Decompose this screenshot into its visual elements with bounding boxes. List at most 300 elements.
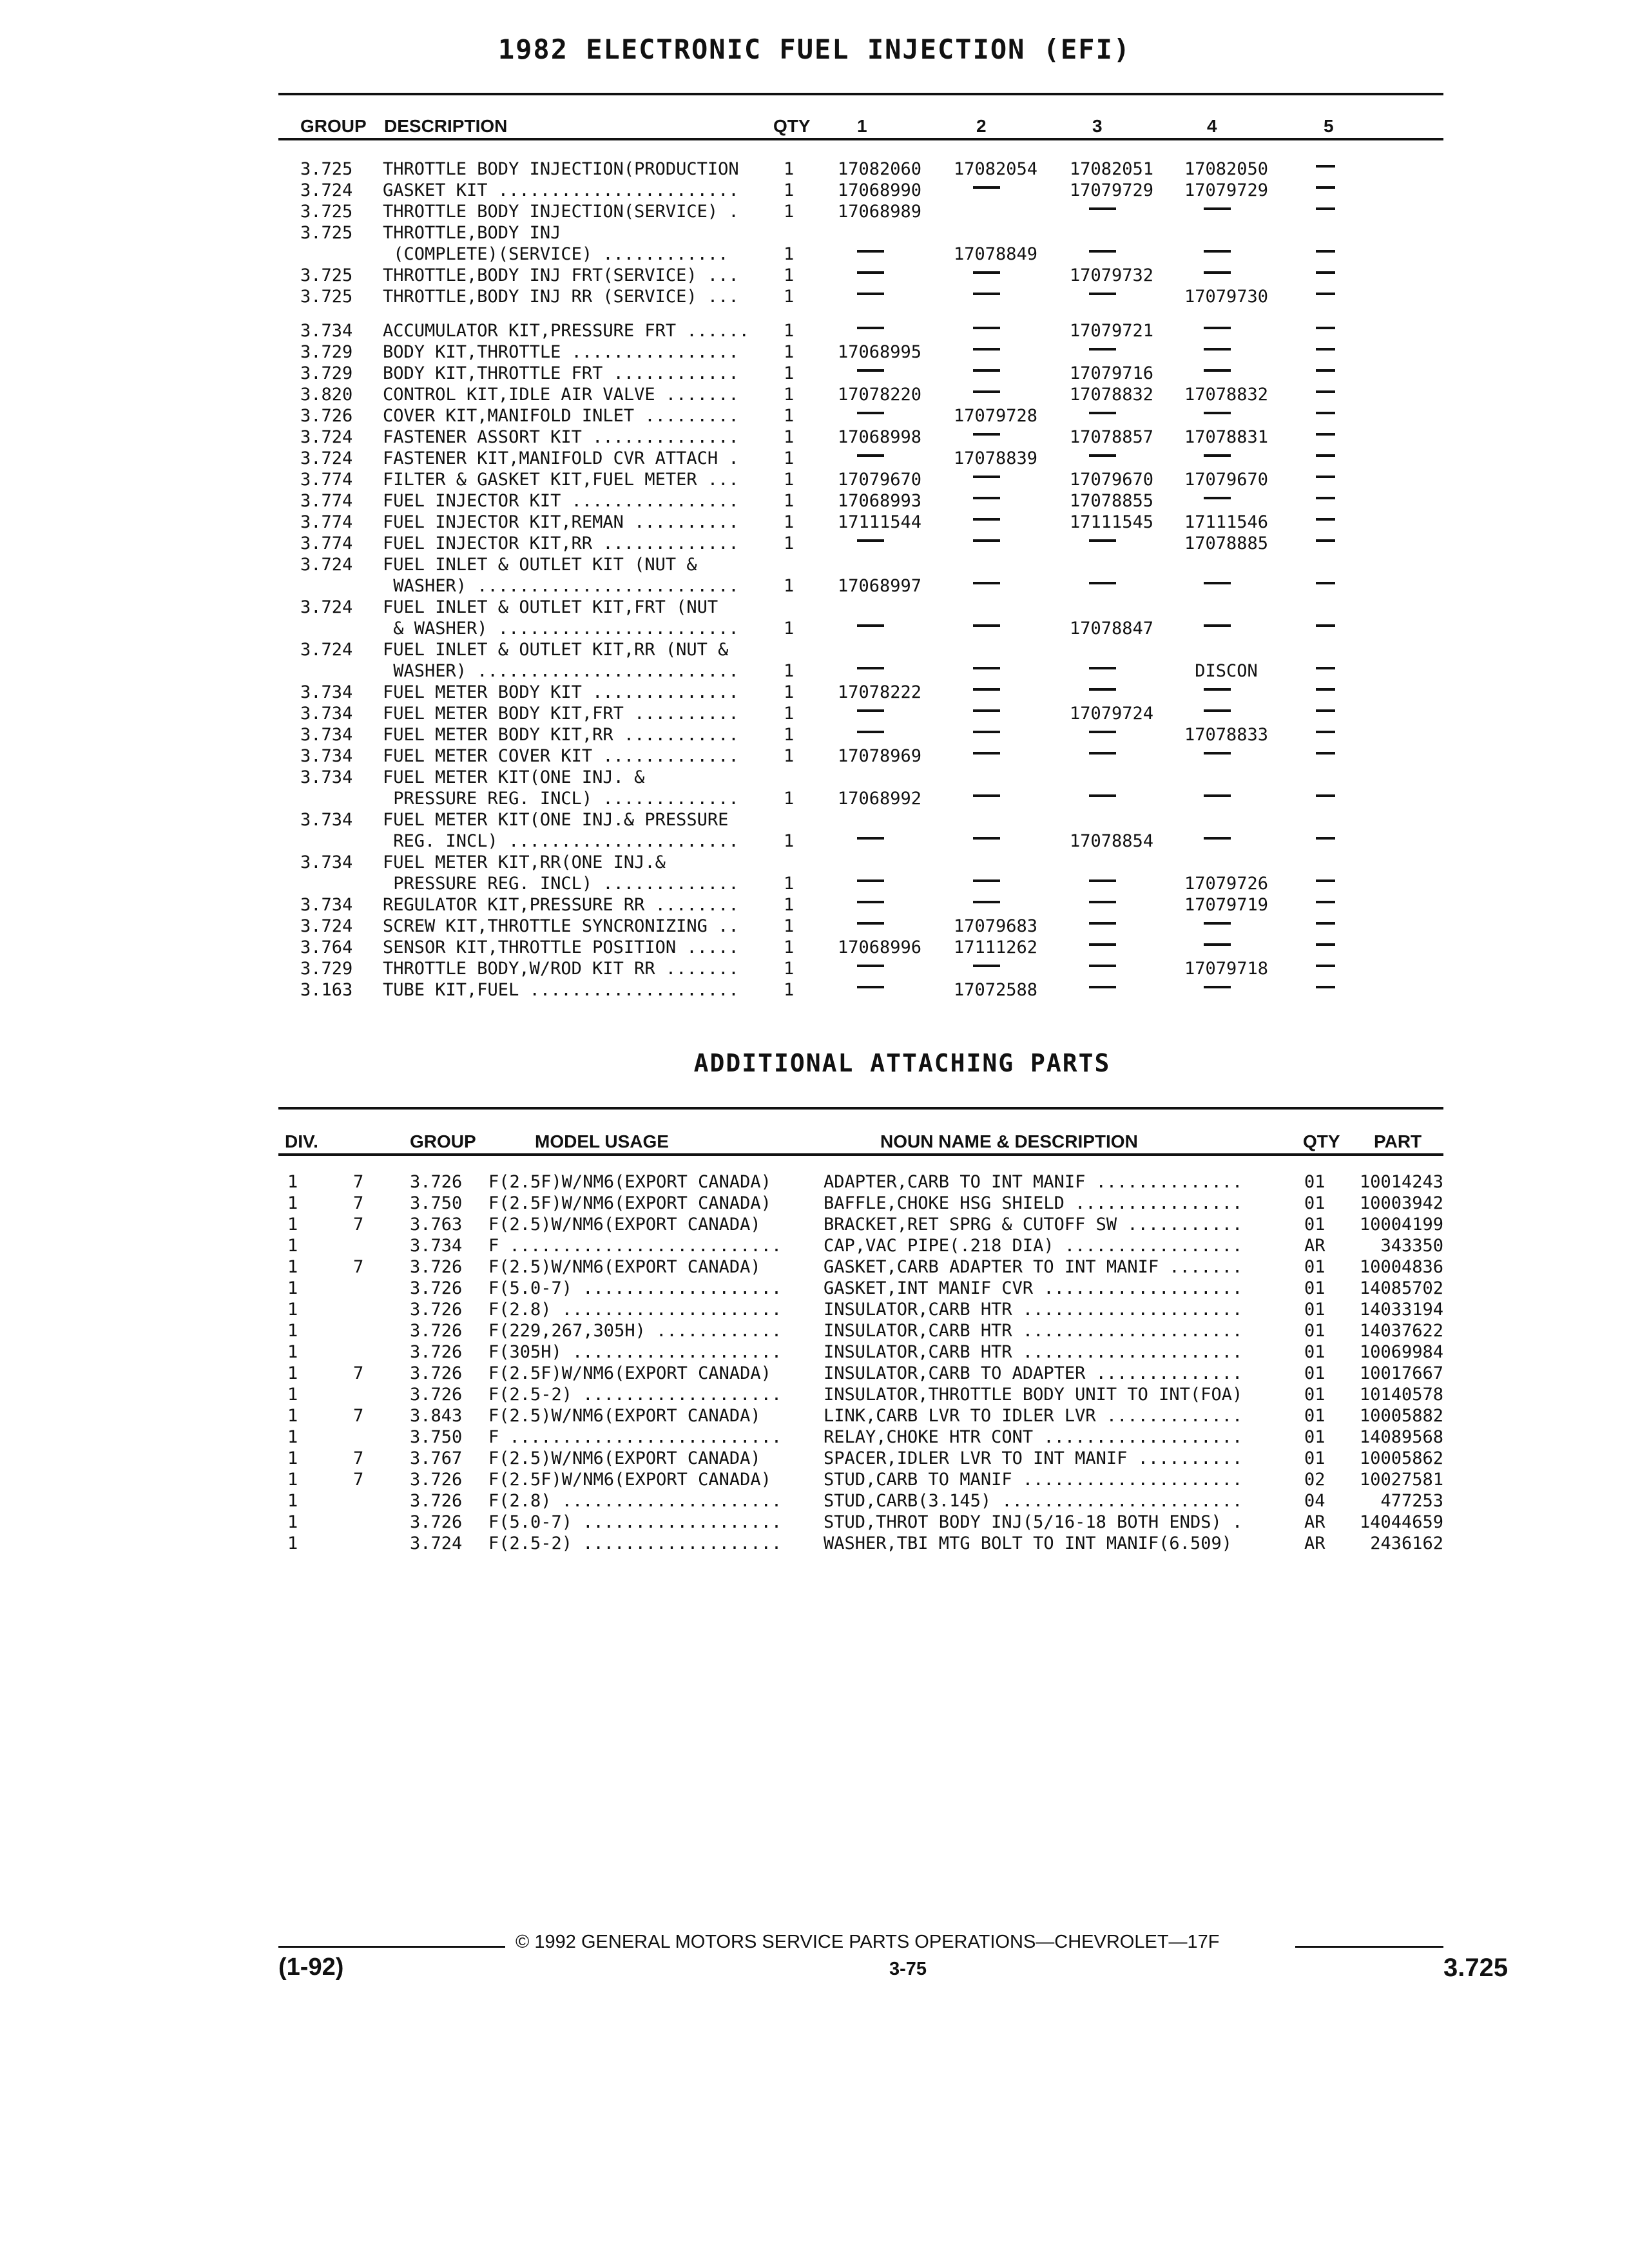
dash-mark	[1089, 539, 1116, 542]
row-qty: 1	[784, 916, 795, 936]
dash-mark	[857, 879, 884, 882]
row-part: 10017667	[1359, 1363, 1443, 1383]
row-qty: 1	[784, 980, 795, 1000]
row-part-1: 17068989	[837, 202, 922, 222]
row-part: 14037622	[1359, 1321, 1443, 1341]
row-group: 3.726	[410, 1363, 463, 1383]
dash-mark	[973, 390, 1000, 393]
dash-mark	[1316, 539, 1335, 542]
row-description: & WASHER) .......................	[383, 619, 739, 639]
row-group: 3.726	[410, 1385, 463, 1405]
row-qty: 1	[784, 874, 795, 894]
row-div: 1	[287, 1321, 298, 1341]
dash-mark	[1316, 271, 1335, 274]
row-group: 3.724	[300, 180, 353, 200]
row-description: REGULATOR KIT,PRESSURE RR ........	[383, 895, 739, 915]
row-qty: 01	[1304, 1300, 1325, 1320]
row-qty: 01	[1304, 1385, 1325, 1405]
row-part-1: 17078969	[837, 746, 922, 766]
row-noun-description: BAFFLE,CHOKE HSG SHIELD ................	[824, 1193, 1243, 1213]
dash-mark	[973, 582, 1000, 584]
row-description: THROTTLE,BODY INJ	[383, 223, 561, 243]
row-div: 1	[287, 1448, 298, 1468]
row-qty: 1	[784, 704, 795, 724]
dash-mark	[973, 518, 1000, 521]
dash-mark	[973, 709, 1000, 712]
row-noun-description: SPACER,IDLER LVR TO INT MANIF ..........	[824, 1448, 1243, 1468]
row-description: PRESSURE REG. INCL) .............	[383, 874, 739, 894]
dash-mark	[1316, 922, 1335, 925]
row-sub: 7	[353, 1363, 364, 1383]
row-qty: 1	[784, 180, 795, 200]
row-group: 3.820	[300, 385, 353, 405]
dash-mark	[1316, 412, 1335, 414]
dash-mark	[857, 369, 884, 372]
row-group: 3.725	[300, 159, 353, 179]
row-part: 10005862	[1359, 1448, 1443, 1468]
row-description: SENSOR KIT,THROTTLE POSITION .....	[383, 937, 739, 957]
row-qty: 1	[784, 448, 795, 468]
dash-mark	[1316, 497, 1335, 499]
row-qty: 01	[1304, 1406, 1325, 1426]
dash-mark	[973, 327, 1000, 329]
dash-mark	[1089, 922, 1116, 925]
row-qty: 01	[1304, 1342, 1325, 1362]
row-sub: 7	[353, 1172, 364, 1192]
row-part-1: 17068996	[837, 937, 922, 957]
dash-mark	[973, 369, 1000, 372]
dash-mark	[973, 837, 1000, 840]
header-qty: QTY	[1303, 1131, 1340, 1151]
row-noun-description: BRACKET,RET SPRG & CUTOFF SW ...........	[824, 1215, 1243, 1235]
row-group: 3.726	[410, 1470, 463, 1490]
dash-mark	[1316, 901, 1335, 903]
row-noun-description: STUD,CARB TO MANIF .....................	[824, 1470, 1243, 1490]
header-model-usage: MODEL USAGE	[535, 1131, 669, 1151]
row-qty: 1	[784, 895, 795, 915]
dash-mark	[1316, 943, 1335, 946]
row-group: 3.724	[410, 1533, 463, 1553]
header-col-3: 3	[1092, 116, 1103, 136]
row-qty: 01	[1304, 1172, 1325, 1192]
row-description: FUEL INLET & OUTLET KIT (NUT &	[383, 555, 697, 575]
row-description: BODY KIT,THROTTLE ................	[383, 342, 739, 362]
dash-mark	[1204, 348, 1231, 351]
row-qty: AR	[1304, 1512, 1325, 1532]
row-div: 1	[287, 1300, 298, 1320]
row-qty: 1	[784, 789, 795, 809]
dash-mark	[1089, 688, 1116, 691]
row-part: 14044659	[1359, 1512, 1443, 1532]
row-qty: 1	[784, 725, 795, 745]
row-description: FUEL METER KIT(ONE INJ.& PRESSURE	[383, 810, 729, 830]
row-part-1: 17078220	[837, 385, 922, 405]
row-part: 10069984	[1359, 1342, 1443, 1362]
row-part-1: 17068997	[837, 576, 922, 596]
header-col-2: 2	[976, 116, 987, 136]
row-model-usage: F(2.5)W/NM6(EXPORT CANADA)	[488, 1257, 761, 1277]
row-div: 1	[287, 1427, 298, 1447]
row-description: FILTER & GASKET KIT,FUEL METER ...	[383, 470, 739, 490]
dash-mark	[857, 624, 884, 627]
row-group: 3.725	[300, 202, 353, 222]
dash-mark	[1316, 582, 1335, 584]
row-part-4: 17078885	[1184, 533, 1269, 553]
row-qty: 1	[784, 321, 795, 341]
row-group: 3.764	[300, 937, 353, 957]
row-part-4: 17078833	[1184, 725, 1269, 745]
dash-mark	[1089, 879, 1116, 882]
row-model-usage: F(2.5-2) ...................	[488, 1533, 782, 1553]
row-qty: 1	[784, 937, 795, 957]
row-model-usage: F(5.0-7) ...................	[488, 1278, 782, 1298]
row-noun-description: WASHER,TBI MTG BOLT TO INT MANIF(6.509)	[824, 1533, 1232, 1553]
row-description: THROTTLE BODY,W/ROD KIT RR .......	[383, 959, 739, 979]
row-group: 3.726	[410, 1257, 463, 1277]
row-part-1: 17078222	[837, 682, 922, 702]
row-qty: 1	[784, 159, 795, 179]
section-title: ADDITIONAL ATTACHING PARTS	[693, 1049, 1111, 1077]
row-part-4: 17079718	[1184, 959, 1269, 979]
dash-mark	[1204, 582, 1231, 584]
dash-mark	[857, 667, 884, 669]
row-description: FUEL INJECTOR KIT,RR .............	[383, 533, 739, 553]
row-group: 3.163	[300, 980, 353, 1000]
row-qty: AR	[1304, 1533, 1325, 1553]
row-noun-description: CAP,VAC PIPE(.218 DIA) .................	[824, 1236, 1243, 1256]
row-noun-description: ADAPTER,CARB TO INT MANIF ..............	[824, 1172, 1243, 1192]
dash-mark	[857, 986, 884, 988]
row-group: 3.767	[410, 1448, 463, 1468]
row-model-usage: F(2.5F)W/NM6(EXPORT CANADA)	[488, 1193, 771, 1213]
row-qty: 01	[1304, 1215, 1325, 1235]
row-model-usage: F(2.5)W/NM6(EXPORT CANADA)	[488, 1448, 761, 1468]
row-noun-description: INSULATOR,THROTTLE BODY UNIT TO INT(FOA)	[824, 1385, 1243, 1405]
row-qty: 1	[784, 427, 795, 447]
dash-mark	[1089, 207, 1116, 210]
dash-mark	[973, 901, 1000, 903]
row-qty: AR	[1304, 1236, 1325, 1256]
row-model-usage: F(2.5)W/NM6(EXPORT CANADA)	[488, 1406, 761, 1426]
dash-mark	[973, 476, 1000, 478]
row-sub: 7	[353, 1193, 364, 1213]
row-group: 3.726	[410, 1172, 463, 1192]
row-description: ACCUMULATOR KIT,PRESSURE FRT ......	[383, 321, 749, 341]
dash-mark	[1204, 369, 1231, 372]
footer-page-number: 3-75	[889, 1959, 927, 1979]
row-div: 1	[287, 1363, 298, 1383]
row-description: WASHER) .........................	[383, 576, 739, 596]
dash-mark	[1204, 250, 1231, 253]
row-model-usage: F(2.8) .....................	[488, 1491, 782, 1511]
dash-mark	[1204, 271, 1231, 274]
row-part-1: 17082060	[837, 159, 922, 179]
row-model-usage: F(305H) ....................	[488, 1342, 782, 1362]
page-title: 1982 ELECTRONIC FUEL INJECTION (EFI)	[497, 34, 1132, 65]
row-group: 3.734	[300, 895, 353, 915]
dash-mark	[973, 539, 1000, 542]
table2-top-rule	[278, 1107, 1443, 1110]
row-description: CONTROL KIT,IDLE AIR VALVE .......	[383, 385, 739, 405]
dash-mark	[857, 901, 884, 903]
row-div: 1	[287, 1470, 298, 1490]
row-group: 3.734	[300, 725, 353, 745]
row-description: FUEL METER BODY KIT ..............	[383, 682, 739, 702]
row-qty: 1	[784, 342, 795, 362]
dash-mark	[1316, 986, 1335, 988]
dash-mark	[1316, 752, 1335, 754]
row-part-2: 17082054	[953, 159, 1038, 179]
row-qty: 01	[1304, 1193, 1325, 1213]
row-qty: 01	[1304, 1427, 1325, 1447]
row-qty: 1	[784, 661, 795, 681]
row-group: 3.726	[410, 1491, 463, 1511]
row-noun-description: STUD,THROT BODY INJ(5/16-18 BOTH ENDS) .	[824, 1512, 1243, 1532]
dash-mark	[1204, 497, 1231, 499]
row-qty: 1	[784, 491, 795, 511]
dash-mark	[1316, 624, 1335, 627]
row-description: REG. INCL) ......................	[383, 831, 739, 851]
row-qty: 01	[1304, 1278, 1325, 1298]
header-description: DESCRIPTION	[384, 116, 508, 136]
row-description: (COMPLETE)(SERVICE) ............	[383, 244, 729, 264]
row-part-4: 17079719	[1184, 895, 1269, 915]
row-part-2: 17078849	[953, 244, 1038, 264]
row-qty: 1	[784, 287, 795, 307]
dash-mark	[1089, 250, 1116, 253]
dash-mark	[1204, 837, 1231, 840]
row-description: WASHER) .........................	[383, 661, 739, 681]
row-group: 3.750	[410, 1427, 463, 1447]
dash-mark	[1089, 412, 1116, 414]
row-div: 1	[287, 1278, 298, 1298]
row-description: THROTTLE BODY INJECTION(PRODUCTION	[383, 159, 739, 179]
row-part-3: 17079729	[1069, 180, 1154, 200]
row-group: 3.734	[300, 746, 353, 766]
row-group: 3.726	[410, 1300, 463, 1320]
row-part: 10140578	[1359, 1385, 1443, 1405]
row-noun-description: INSULATOR,CARB TO ADAPTER ..............	[824, 1363, 1243, 1383]
dash-mark	[1316, 207, 1335, 210]
row-part-2: 17072588	[953, 980, 1038, 1000]
dash-mark	[1089, 943, 1116, 946]
row-part-4: DISCON	[1195, 661, 1258, 681]
row-group: 3.729	[300, 342, 353, 362]
row-part: 2436162	[1370, 1533, 1443, 1553]
row-qty: 1	[784, 746, 795, 766]
row-qty: 1	[784, 682, 795, 702]
row-description: FASTENER ASSORT KIT ..............	[383, 427, 739, 447]
dash-mark	[857, 965, 884, 967]
row-div: 1	[287, 1215, 298, 1235]
row-model-usage: F(2.8) .....................	[488, 1300, 782, 1320]
header-col-1: 1	[857, 116, 867, 136]
row-part: 10003942	[1359, 1193, 1443, 1213]
row-part-2: 17078839	[953, 448, 1038, 468]
dash-mark	[1316, 709, 1335, 712]
row-div: 1	[287, 1172, 298, 1192]
row-part-3: 17079670	[1069, 470, 1154, 490]
row-description: SCREW KIT,THROTTLE SYNCRONIZING ..	[383, 916, 739, 936]
row-part-4: 17079730	[1184, 287, 1269, 307]
row-part: 14033194	[1359, 1300, 1443, 1320]
row-qty: 01	[1304, 1321, 1325, 1341]
row-part: 14089568	[1359, 1427, 1443, 1447]
row-group: 3.843	[410, 1406, 463, 1426]
dash-mark	[1204, 624, 1231, 627]
row-model-usage: F(2.5)W/NM6(EXPORT CANADA)	[488, 1215, 761, 1235]
row-description: BODY KIT,THROTTLE FRT ............	[383, 363, 739, 383]
row-qty: 1	[784, 244, 795, 264]
dash-mark	[1316, 794, 1335, 797]
row-part-3: 17082051	[1069, 159, 1154, 179]
dash-mark	[973, 794, 1000, 797]
dash-mark	[973, 348, 1000, 351]
dash-mark	[973, 433, 1000, 436]
row-part-4: 17079670	[1184, 470, 1269, 490]
row-description: TUBE KIT,FUEL ....................	[383, 980, 739, 1000]
row-group: 3.724	[300, 448, 353, 468]
row-part-4: 17082050	[1184, 159, 1269, 179]
footer-section-number: 3.725	[1443, 1954, 1509, 1982]
dash-mark	[1204, 327, 1231, 329]
dash-mark	[857, 539, 884, 542]
header-group: GROUP	[300, 116, 367, 136]
row-noun-description: GASKET,CARB ADAPTER TO INT MANIF .......	[824, 1257, 1243, 1277]
row-group: 3.750	[410, 1193, 463, 1213]
dash-mark	[857, 731, 884, 733]
row-part-1: 17068990	[837, 180, 922, 200]
row-group: 3.774	[300, 533, 353, 553]
row-group: 3.734	[300, 810, 353, 830]
row-description: FUEL METER COVER KIT .............	[383, 746, 739, 766]
row-part: 14085702	[1359, 1278, 1443, 1298]
row-group: 3.724	[300, 640, 353, 660]
dash-mark	[973, 667, 1000, 669]
dash-mark	[973, 688, 1000, 691]
row-description: FUEL INLET & OUTLET KIT,FRT (NUT	[383, 597, 718, 617]
row-model-usage: F(2.5-2) ...................	[488, 1385, 782, 1405]
header-div: DIV.	[285, 1131, 318, 1151]
row-div: 1	[287, 1257, 298, 1277]
row-description: THROTTLE,BODY INJ FRT(SERVICE) ...	[383, 265, 739, 285]
dash-mark	[1204, 752, 1231, 754]
row-model-usage: F(2.5F)W/NM6(EXPORT CANADA)	[488, 1470, 771, 1490]
footer-date: (1-92)	[278, 1954, 344, 1981]
row-qty: 1	[784, 576, 795, 596]
dash-mark	[1204, 709, 1231, 712]
row-part: 10004836	[1359, 1257, 1443, 1277]
dash-mark	[1316, 250, 1335, 253]
row-group: 3.729	[300, 959, 353, 979]
row-noun-description: RELAY,CHOKE HTR CONT ...................	[824, 1427, 1243, 1447]
row-part-1: 17079670	[837, 470, 922, 490]
row-group: 3.725	[300, 223, 353, 243]
row-qty: 1	[784, 619, 795, 639]
header-noun-name-description: NOUN NAME & DESCRIPTION	[880, 1131, 1138, 1151]
row-qty: 1	[784, 959, 795, 979]
footer-rule-left	[278, 1946, 505, 1948]
header-group: GROUP	[410, 1131, 476, 1151]
row-qty: 1	[784, 406, 795, 426]
row-group: 3.774	[300, 491, 353, 511]
header-col-5: 5	[1324, 116, 1334, 136]
row-noun-description: GASKET,INT MANIF CVR ...................	[824, 1278, 1243, 1298]
dash-mark	[857, 709, 884, 712]
row-description: FUEL METER BODY KIT,FRT ..........	[383, 704, 739, 724]
row-description: COVER KIT,MANIFOLD INLET .........	[383, 406, 739, 426]
dash-mark	[1316, 165, 1335, 168]
dash-mark	[1316, 965, 1335, 967]
row-part-3: 17078857	[1069, 427, 1154, 447]
row-part-3: 17078854	[1069, 831, 1154, 851]
dash-mark	[1316, 731, 1335, 733]
row-part-3: 17078855	[1069, 491, 1154, 511]
footer-copyright: © 1992 GENERAL MOTORS SERVICE PARTS OPERATIONS—CHEVROLET—17F	[516, 1932, 1220, 1952]
row-group: 3.774	[300, 470, 353, 490]
dash-mark	[857, 327, 884, 329]
row-qty: 1	[784, 202, 795, 222]
dash-mark	[973, 497, 1000, 499]
row-group: 3.724	[300, 597, 353, 617]
dash-mark	[1089, 794, 1116, 797]
row-group: 3.774	[300, 512, 353, 532]
dash-mark	[1316, 369, 1335, 372]
dash-mark	[1089, 731, 1116, 733]
row-model-usage: F ..........................	[488, 1236, 782, 1256]
dash-mark	[857, 454, 884, 457]
row-part-2: 17079728	[953, 406, 1038, 426]
row-group: 3.724	[300, 555, 353, 575]
row-div: 1	[287, 1342, 298, 1362]
dash-mark	[1316, 667, 1335, 669]
dash-mark	[1204, 454, 1231, 457]
header-qty: QTY	[773, 116, 811, 136]
row-group: 3.724	[300, 427, 353, 447]
row-part: 10004199	[1359, 1215, 1443, 1235]
row-qty: 1	[784, 831, 795, 851]
dash-mark	[1316, 348, 1335, 351]
dash-mark	[1089, 986, 1116, 988]
dash-mark	[1089, 348, 1116, 351]
dash-mark	[1316, 390, 1335, 393]
dash-mark	[1089, 293, 1116, 295]
row-description: FASTENER KIT,MANIFOLD CVR ATTACH .	[383, 448, 739, 468]
dash-mark	[1204, 794, 1231, 797]
row-part: 477253	[1380, 1491, 1443, 1511]
dash-mark	[857, 250, 884, 253]
dash-mark	[973, 731, 1000, 733]
row-sub: 7	[353, 1257, 364, 1277]
row-part-1: 17068993	[837, 491, 922, 511]
dash-mark	[1089, 752, 1116, 754]
row-part-2: 17111262	[953, 937, 1038, 957]
row-part-4: 17111546	[1184, 512, 1269, 532]
row-group: 3.725	[300, 265, 353, 285]
dash-mark	[1316, 476, 1335, 478]
row-model-usage: F(229,267,305H) ............	[488, 1321, 782, 1341]
row-group: 3.734	[300, 704, 353, 724]
row-qty: 1	[784, 512, 795, 532]
dash-mark	[973, 752, 1000, 754]
row-group: 3.726	[410, 1278, 463, 1298]
dash-mark	[1089, 965, 1116, 967]
dash-mark	[1204, 943, 1231, 946]
dash-mark	[1316, 837, 1335, 840]
dash-mark	[857, 837, 884, 840]
row-sub: 7	[353, 1406, 364, 1426]
row-description: THROTTLE BODY INJECTION(SERVICE) .	[383, 202, 739, 222]
